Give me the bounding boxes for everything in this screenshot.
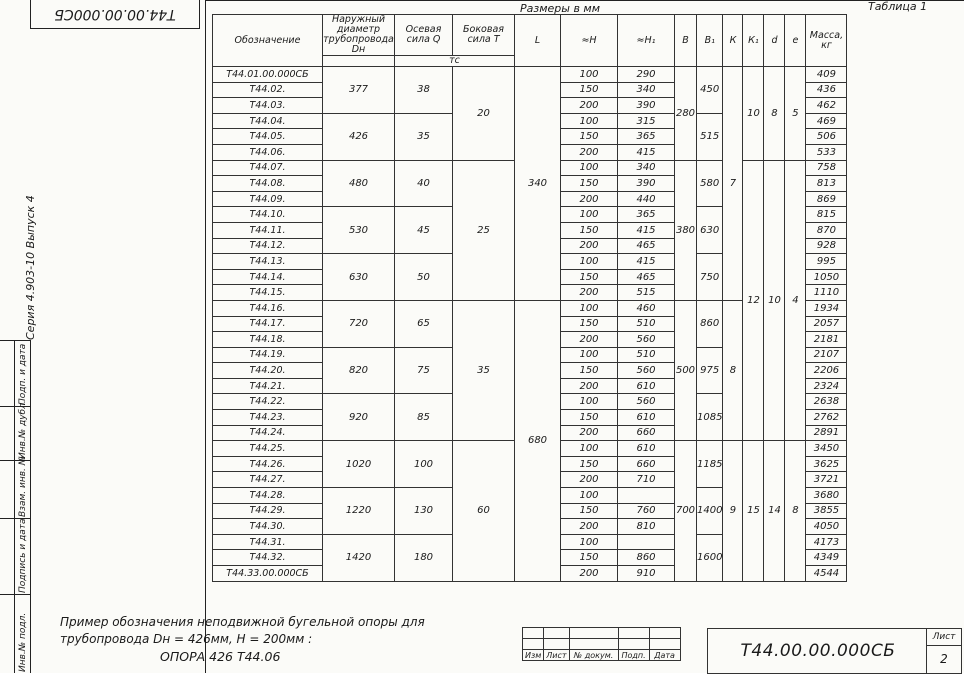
designation-cell: Т44.11. — [213, 222, 323, 238]
H-cell: 100 — [561, 347, 618, 363]
B1-cell: 1085 — [697, 394, 723, 441]
H1-cell: 465 — [618, 238, 675, 254]
title-block-code: Т44.00.00.000СБ — [707, 628, 928, 674]
H-cell: 150 — [561, 176, 618, 192]
axial-force-cell: 100 — [395, 441, 453, 488]
axial-force-cell: 130 — [395, 488, 453, 535]
example-line-1: Пример обозначения неподвижной бугельной опоры для — [60, 615, 425, 629]
H-cell: 150 — [561, 82, 618, 98]
K1-cell: 15 — [743, 441, 764, 581]
H-cell: 200 — [561, 285, 618, 301]
stamp-strip — [0, 340, 30, 673]
B1-cell: 1185 — [697, 441, 723, 488]
axial-force-cell: 75 — [395, 347, 453, 394]
diameter-cell: 920 — [323, 394, 395, 441]
mass-cell: 2057 — [806, 316, 847, 332]
lateral-force-cell: 35 — [453, 300, 515, 440]
e-cell: 8 — [785, 441, 806, 581]
designation-cell: Т44.24. — [213, 425, 323, 441]
axial-force-cell: 65 — [395, 300, 453, 347]
H-cell: 100 — [561, 67, 618, 83]
designation-cell: Т44.13. — [213, 254, 323, 270]
B-cell: 380 — [675, 160, 697, 300]
mass-cell: 3680 — [806, 488, 847, 504]
lateral-force-cell: 25 — [453, 160, 515, 300]
H1-cell: 415 — [618, 222, 675, 238]
designation-cell: Т44.32. — [213, 550, 323, 566]
tb-label-document: № докум. — [569, 650, 618, 661]
H1-cell: 810 — [618, 519, 675, 535]
title-block-grid — [522, 627, 681, 661]
designation-cell: Т44.18. — [213, 332, 323, 348]
H1-cell: 290 — [618, 67, 675, 83]
col-axial-force: Осевая сила Q — [395, 15, 453, 56]
col-lateral-force: Боковая сила Т — [453, 15, 515, 56]
col-diameter: Наружный диаметр трубопровода Dн — [323, 14, 394, 55]
axial-force-cell: 38 — [395, 67, 453, 114]
H1-cell — [618, 488, 675, 504]
diameter-cell: 630 — [323, 254, 395, 301]
col-K: К — [723, 15, 743, 67]
axial-force-cell: 35 — [395, 113, 453, 160]
H1-cell: 910 — [618, 566, 675, 582]
H-cell: 200 — [561, 519, 618, 535]
mass-cell: 813 — [806, 176, 847, 192]
H1-cell: 560 — [618, 363, 675, 379]
designation-cell: Т44.08. — [213, 176, 323, 192]
H1-cell: 365 — [618, 207, 675, 223]
H-cell: 150 — [561, 129, 618, 145]
stamp-cell: Взам. инв. № — [0, 460, 30, 519]
table-row — [213, 67, 847, 83]
designation-cell: Т44.22. — [213, 394, 323, 410]
H1-cell: 465 — [618, 269, 675, 285]
mass-cell: 4050 — [806, 519, 847, 535]
B1-cell: 630 — [697, 207, 723, 254]
H1-cell: 415 — [618, 254, 675, 270]
H1-cell: 760 — [618, 503, 675, 519]
frame-top-line — [205, 0, 964, 1]
d-cell: 14 — [764, 441, 785, 581]
H-cell: 100 — [561, 534, 618, 550]
axial-force-cell: 50 — [395, 254, 453, 301]
H-cell: 200 — [561, 238, 618, 254]
H1-cell: 710 — [618, 472, 675, 488]
diameter-cell: 480 — [323, 160, 395, 207]
designation-cell: Т44.16. — [213, 300, 323, 316]
dimensions-note: Размеры в мм — [520, 2, 601, 15]
H-cell: 100 — [561, 254, 618, 270]
mass-cell: 4349 — [806, 550, 847, 566]
designation-cell: Т44.12. — [213, 238, 323, 254]
mass-cell: 409 — [806, 67, 847, 83]
mass-cell: 2107 — [806, 347, 847, 363]
designation-cell: Т44.03. — [213, 98, 323, 114]
H1-cell — [618, 534, 675, 550]
H1-cell: 560 — [618, 332, 675, 348]
diameter-cell: 1420 — [323, 534, 395, 581]
frame-left-line — [205, 0, 206, 673]
col-K1: К₁ — [743, 15, 764, 67]
designation-cell: Т44.05. — [213, 129, 323, 145]
H1-cell: 515 — [618, 285, 675, 301]
H-cell: 200 — [561, 144, 618, 160]
mass-cell: 3450 — [806, 441, 847, 457]
H1-cell: 610 — [618, 410, 675, 426]
d-cell: 8 — [764, 67, 785, 161]
axial-force-cell: 45 — [395, 207, 453, 254]
mass-cell: 506 — [806, 129, 847, 145]
axial-force-cell: 85 — [395, 394, 453, 441]
B1-cell: 750 — [697, 254, 723, 301]
mass-cell: 758 — [806, 160, 847, 176]
example-line-3: ОПОРА 426 Т44.06 — [160, 649, 281, 664]
designation-cell: Т44.06. — [213, 144, 323, 160]
H1-cell: 460 — [618, 300, 675, 316]
diameter-cell: 377 — [323, 67, 395, 114]
tb-label-date: Дата — [649, 650, 680, 661]
designation-cell: Т44.15. — [213, 285, 323, 301]
example-line-2: трубопровода Dн = 426мм, Н = 200мм : — [60, 632, 313, 646]
mass-cell: 469 — [806, 113, 847, 129]
table-header-row — [213, 15, 847, 56]
H-cell: 150 — [561, 269, 618, 285]
mass-cell: 995 — [806, 254, 847, 270]
H-cell: 150 — [561, 363, 618, 379]
H1-cell: 610 — [618, 378, 675, 394]
designation-cell: Т44.09. — [213, 191, 323, 207]
stamp-cell: Инв.№ подл. — [0, 594, 30, 674]
designation-cell: Т44.01.00.000СБ — [213, 67, 323, 83]
H1-cell: 660 — [618, 425, 675, 441]
designation-cell: Т44.07. — [213, 160, 323, 176]
mass-cell: 2324 — [806, 378, 847, 394]
mass-cell: 436 — [806, 82, 847, 98]
H-cell: 100 — [561, 394, 618, 410]
mass-cell: 1050 — [806, 269, 847, 285]
designation-cell: Т44.02. — [213, 82, 323, 98]
tb-label-change: Изм — [523, 650, 544, 661]
H1-cell: 510 — [618, 316, 675, 332]
mass-cell: 2891 — [806, 425, 847, 441]
col-B: В — [675, 15, 697, 67]
B1-cell: 1400 — [697, 488, 723, 535]
mass-cell: 3625 — [806, 456, 847, 472]
B1-cell: 975 — [697, 347, 723, 394]
diameter-cell: 820 — [323, 347, 395, 394]
H-cell: 200 — [561, 191, 618, 207]
H1-cell: 340 — [618, 82, 675, 98]
col-B1: В₁ — [697, 15, 723, 67]
tb-label-sheet: Лист — [544, 650, 569, 661]
lateral-force-cell: 60 — [453, 441, 515, 581]
designation-cell: Т44.29. — [213, 503, 323, 519]
mass-cell: 2638 — [806, 394, 847, 410]
H1-cell: 860 — [618, 550, 675, 566]
H-cell: 150 — [561, 503, 618, 519]
col-H1: ≈Н₁ — [618, 15, 675, 67]
H-cell: 200 — [561, 332, 618, 348]
H-cell: 200 — [561, 472, 618, 488]
designation-cell: Т44.26. — [213, 456, 323, 472]
mass-cell: 3855 — [806, 503, 847, 519]
mass-cell: 1934 — [806, 300, 847, 316]
mass-cell: 869 — [806, 191, 847, 207]
B-cell: 700 — [675, 441, 697, 581]
series-label: Серия 4.903-10 Выпуск 4 — [24, 195, 37, 340]
stamp-cell: Инв.№ дубл. — [0, 406, 30, 461]
H-cell: 150 — [561, 456, 618, 472]
title-block-sheet — [926, 628, 962, 674]
H1-cell: 315 — [618, 113, 675, 129]
stamp-line — [30, 340, 31, 673]
mass-cell: 2181 — [806, 332, 847, 348]
corner-code-box — [30, 0, 200, 29]
designation-cell: Т44.10. — [213, 207, 323, 223]
unit-empty — [323, 56, 395, 67]
force-unit: тс — [395, 56, 515, 67]
H-cell: 150 — [561, 550, 618, 566]
B-cell: 500 — [675, 300, 697, 440]
H1-cell: 415 — [618, 144, 675, 160]
B1-cell: 860 — [697, 300, 723, 347]
table-number: Таблица 1 — [868, 0, 928, 13]
mass-cell: 3721 — [806, 472, 847, 488]
B1-cell: 515 — [697, 113, 723, 160]
K1-cell: 12 — [743, 160, 764, 441]
H1-cell: 390 — [618, 98, 675, 114]
mass-cell: 928 — [806, 238, 847, 254]
designation-cell: Т44.17. — [213, 316, 323, 332]
H1-cell: 510 — [618, 347, 675, 363]
axial-force-cell: 40 — [395, 160, 453, 207]
H1-cell: 390 — [618, 176, 675, 192]
mass-cell: 462 — [806, 98, 847, 114]
H-cell: 200 — [561, 98, 618, 114]
H-cell: 100 — [561, 207, 618, 223]
designation-cell: Т44.04. — [213, 113, 323, 129]
col-d: d — [764, 15, 785, 67]
H-cell: 100 — [561, 113, 618, 129]
H1-cell: 340 — [618, 160, 675, 176]
designation-cell: Т44.20. — [213, 363, 323, 379]
designation-cell: Т44.25. — [213, 441, 323, 457]
mass-cell: 870 — [806, 222, 847, 238]
e-cell: 4 — [785, 160, 806, 441]
B1-cell: 1600 — [697, 534, 723, 581]
designation-cell: Т44.19. — [213, 347, 323, 363]
d-cell: 10 — [764, 160, 785, 441]
H-cell: 150 — [561, 316, 618, 332]
lateral-force-cell: 20 — [453, 67, 515, 161]
H-cell: 100 — [561, 300, 618, 316]
sheet-label: Лист — [927, 629, 961, 646]
designation-cell: Т44.21. — [213, 378, 323, 394]
L-cell: 340 — [515, 67, 561, 301]
mass-cell: 2206 — [806, 363, 847, 379]
K-cell: 9 — [723, 441, 743, 581]
H-cell: 150 — [561, 410, 618, 426]
H-cell: 200 — [561, 566, 618, 582]
mass-cell: 4173 — [806, 534, 847, 550]
designation-cell: Т44.14. — [213, 269, 323, 285]
e-cell: 5 — [785, 67, 806, 161]
specification-table — [212, 14, 847, 582]
mass-cell: 533 — [806, 144, 847, 160]
designation-cell: Т44.23. — [213, 410, 323, 426]
K-cell: 8 — [723, 300, 743, 440]
diameter-cell: 720 — [323, 300, 395, 347]
col-mass: Масса, кг — [806, 15, 847, 67]
axial-force-cell: 180 — [395, 534, 453, 581]
stamp-cell: Подп. и дата — [0, 340, 30, 407]
B1-cell: 450 — [697, 67, 723, 114]
K-cell: 7 — [723, 67, 743, 301]
diameter-cell: 426 — [323, 113, 395, 160]
mass-cell: 4544 — [806, 566, 847, 582]
H-cell: 100 — [561, 160, 618, 176]
col-designation: Обозначение — [213, 15, 323, 67]
corner-code: Т44.00.00.000СБ — [54, 6, 176, 22]
H-cell: 100 — [561, 488, 618, 504]
K1-cell: 10 — [743, 67, 764, 161]
H1-cell: 440 — [618, 191, 675, 207]
H-cell: 200 — [561, 425, 618, 441]
designation-cell: Т44.28. — [213, 488, 323, 504]
L-cell: 680 — [515, 300, 561, 581]
H-cell: 150 — [561, 222, 618, 238]
H-cell: 100 — [561, 441, 618, 457]
stamp-cell: Подпись и дата — [0, 518, 30, 595]
designation-cell: Т44.31. — [213, 534, 323, 550]
mass-cell: 2762 — [806, 410, 847, 426]
diameter-cell: 530 — [323, 207, 395, 254]
col-L: L — [515, 15, 561, 67]
col-H: ≈Н — [561, 15, 618, 67]
diameter-cell: 1020 — [323, 441, 395, 488]
H-cell: 200 — [561, 378, 618, 394]
designation-example — [60, 614, 425, 665]
designation-cell: Т44.30. — [213, 519, 323, 535]
sheet-number: 2 — [940, 652, 948, 666]
col-e: е — [785, 15, 806, 67]
mass-cell: 815 — [806, 207, 847, 223]
B1-cell: 580 — [697, 160, 723, 207]
tb-label-signature: Подп. — [618, 650, 649, 661]
designation-cell: Т44.33.00.000СБ — [213, 566, 323, 582]
diameter-cell: 1220 — [323, 488, 395, 535]
B-cell: 280 — [675, 67, 697, 161]
H1-cell: 610 — [618, 441, 675, 457]
mass-cell: 1110 — [806, 285, 847, 301]
H1-cell: 365 — [618, 129, 675, 145]
designation-cell: Т44.27. — [213, 472, 323, 488]
H1-cell: 660 — [618, 456, 675, 472]
H1-cell: 560 — [618, 394, 675, 410]
